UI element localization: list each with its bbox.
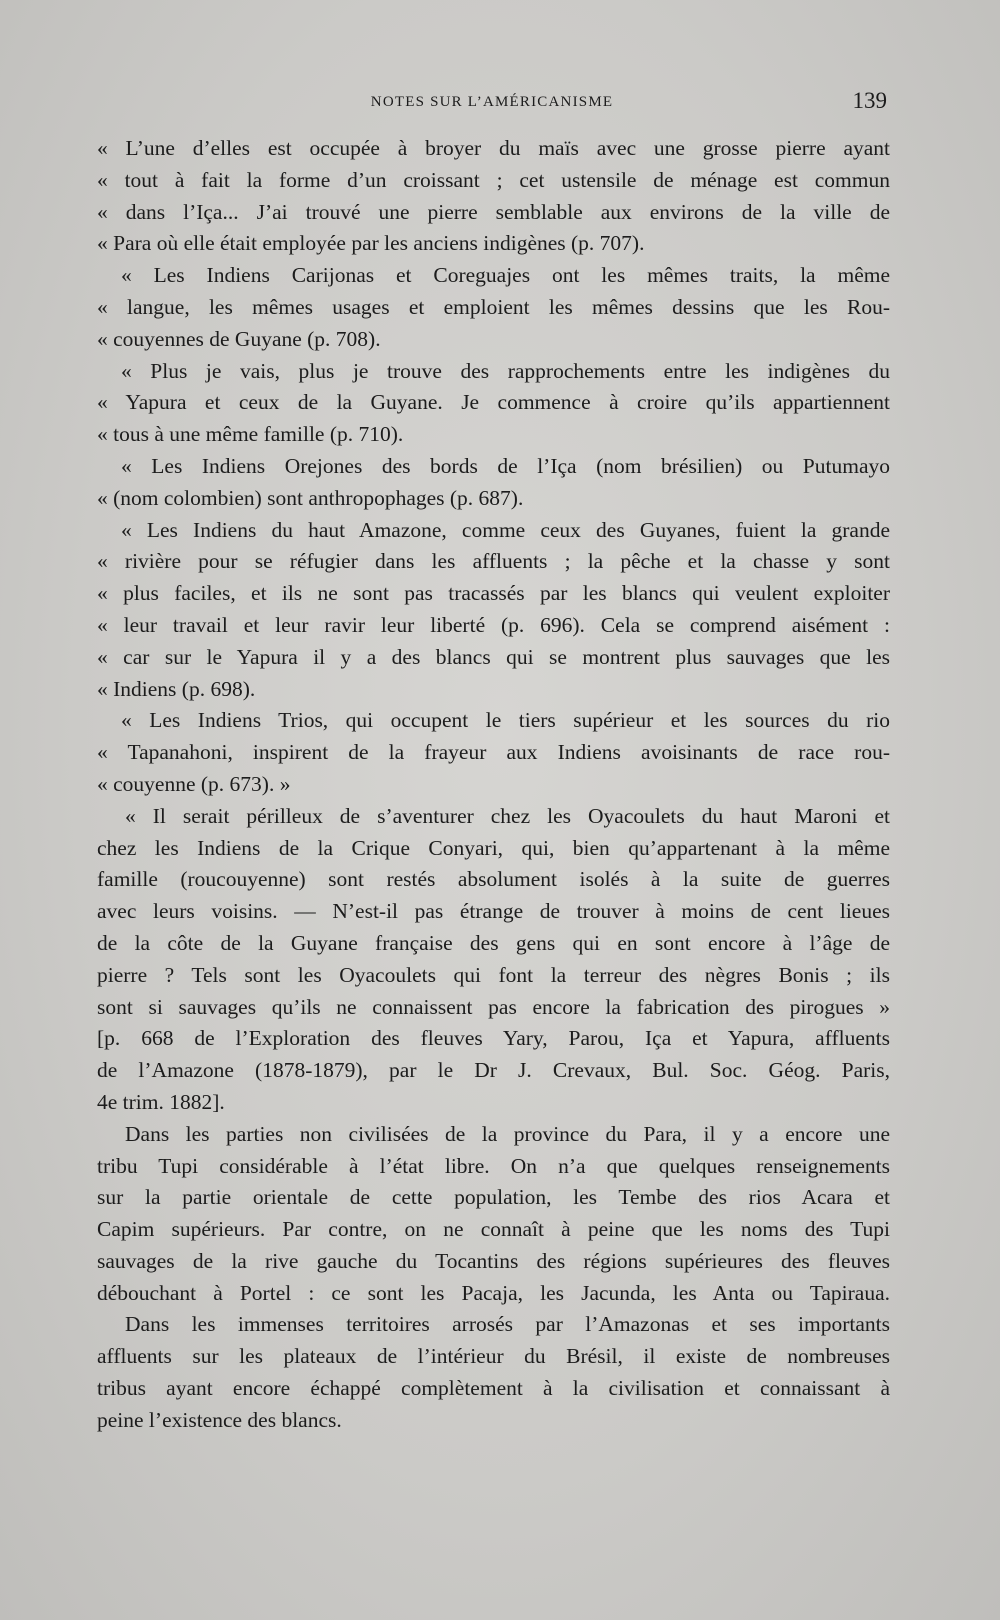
text-line: sont si sauvages qu’ils ne connaissent pas encore la fabrication des pirogues » <box>97 994 890 1019</box>
text-line: tribu Tupi considérable à l’état libre. On n’a que quelques renseignements <box>97 1153 890 1178</box>
text-line: « Tapanahoni, inspirent de la frayeur aux Indiens avoisinants de race rou- <box>97 740 890 765</box>
body-text <box>97 133 890 1437</box>
text-line: tribus ayant encore échappé complètement à la civilisation et connaissant à <box>97 1376 890 1401</box>
text-line: « plus faciles, et ils ne sont pas tracassés par les blancs qui veulent exploiter <box>97 581 890 606</box>
text-line: « Indiens (p. 698). <box>97 676 256 701</box>
text-line: avec leurs voisins. — N’est-il pas étrange de trouver à moins de cent lieues <box>97 899 890 924</box>
text-line: « leur travail et leur ravir leur liberté (p. 696). Cela se comprend aisément : <box>97 612 890 637</box>
text-line: « Les Indiens Trios, qui occupent le tiers supérieur et les sources du rio <box>121 708 890 733</box>
text-line: « L’une d’elles est occupée à broyer du maïs avec une grosse pierre ayant <box>97 136 890 160</box>
text-line: pierre ? Tels sont les Oyacoulets qui font la terreur des nègres Bonis ; ils <box>97 962 890 987</box>
running-head: NOTES SUR L’AMÉRICANISME <box>370 94 614 110</box>
text-line: « Para où elle était employée par les anciens indigènes (p. 707). <box>97 231 645 256</box>
text-line: peine l’existence des blancs. <box>97 1407 342 1432</box>
text-line: « Les Indiens du haut Amazone, comme ceux des Guyanes, fuient la grande <box>121 517 890 542</box>
text-line: « Les Indiens Orejones des bords de l’Iça (nom brésilien) ou Putumayo <box>121 453 890 478</box>
text-line: « tout à fait la forme d’un croissant ; cet ustensile de ménage est commun <box>97 167 890 192</box>
text-line: de l’Amazone (1878-1879), par le Dr J. Crevaux, Bul. Soc. Géog. Paris, <box>97 1058 890 1083</box>
text-line: « Les Indiens Carijonas et Coreguajes ont les mêmes traits, la même <box>121 263 890 288</box>
text-line: sauvages de la rive gauche du Tocantins des régions supérieures des fleuves <box>97 1248 890 1273</box>
text-line: « car sur le Yapura il y a des blancs qui se montrent plus sauvages que les <box>97 644 890 669</box>
text-line: chez les Indiens de la Crique Conyari, qui, bien qu’appartenant à la même <box>97 835 890 860</box>
text-line: Capim supérieurs. Par contre, on ne connaît à peine que les noms des Tupi <box>97 1217 890 1242</box>
text-line: débouchant à Portel : ce sont les Pacaja, les Jacunda, les Anta ou Tapiraua. <box>97 1280 890 1305</box>
text-line: Dans les parties non civilisées de la province du Para, il y a encore une <box>125 1121 890 1146</box>
text-line: « Yapura et ceux de la Guyane. Je commence à croire qu’ils appartiennent <box>97 390 890 415</box>
text-line: « rivière pour se réfugier dans les affluents ; la pêche et la chasse y sont <box>97 549 890 574</box>
page-number: 139 <box>852 88 887 113</box>
text-line: « couyenne (p. 673). » <box>97 771 291 796</box>
text-line: « langue, les mêmes usages et emploient les mêmes dessins que les Rou- <box>97 294 890 319</box>
text-line: sur la partie orientale de cette population, les Tembe des rios Acara et <box>97 1185 890 1210</box>
text-line: Dans les immenses territoires arrosés par l’Amazonas et ses importants <box>125 1312 890 1337</box>
text-line: « Plus je vais, plus je trouve des rapprochements entre les indigènes du <box>121 358 890 383</box>
text-line: 4e trim. 1882]. <box>97 1089 225 1114</box>
text-line: affluents sur les plateaux de l’intérieur du Brésil, il existe de nombreuses <box>97 1344 890 1369</box>
text-line: « couyennes de Guyane (p. 708). <box>97 326 381 351</box>
text-line: « Il serait périlleux de s’aventurer chez les Oyacoulets du haut Maroni et <box>125 803 890 828</box>
text-line: « (nom colombien) sont anthropophages (p. 687). <box>97 485 524 510</box>
text-line: famille (roucouyenne) sont restés absolument isolés à la suite de guerres <box>97 867 890 892</box>
page-header <box>97 88 887 122</box>
text-line: de la côte de la Guyane française des gens qui en sont encore à l’âge de <box>97 930 890 955</box>
text-line: « dans l’Iça... J’ai trouvé une pierre semblable aux environs de la ville de <box>97 199 890 224</box>
text-line: « tous à une même famille (p. 710). <box>97 422 404 447</box>
text-line: [p. 668 de l’Exploration des fleuves Yary, Parou, Iça et Yapura, affluents <box>97 1026 890 1051</box>
